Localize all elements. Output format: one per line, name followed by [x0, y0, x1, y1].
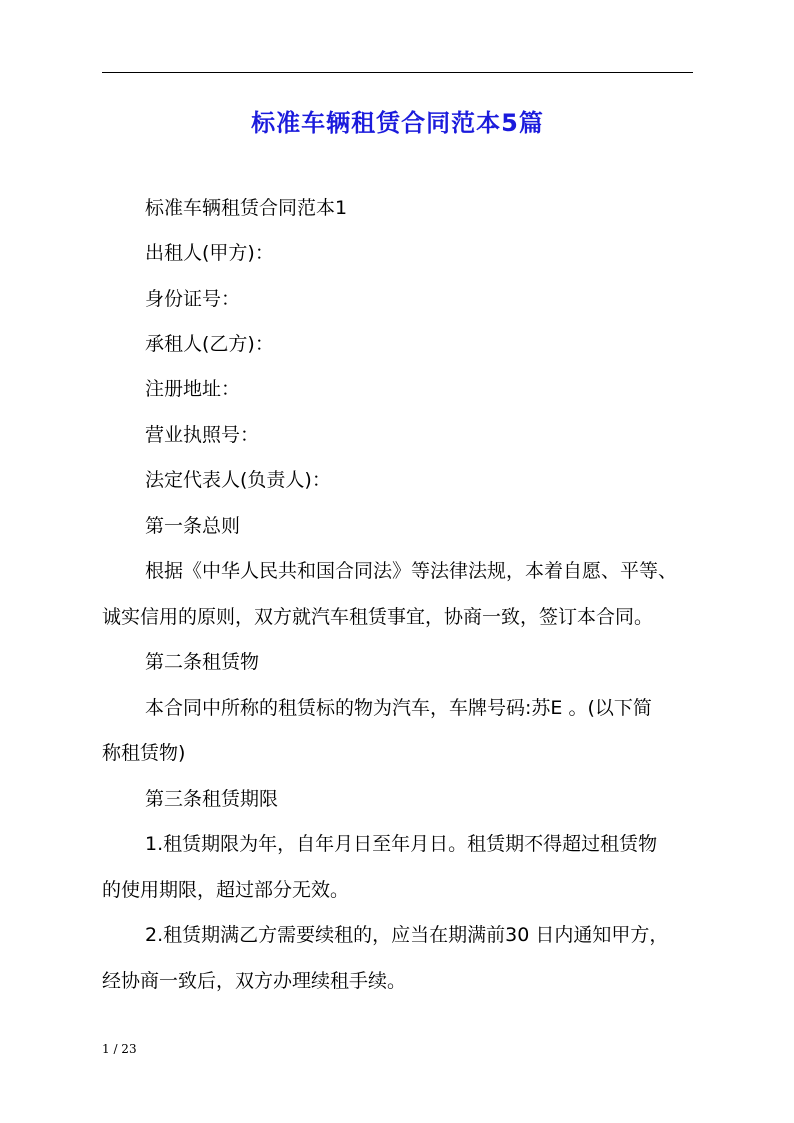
- field-registered-address: 注册地址：: [145, 378, 241, 400]
- article-1-text-line-1: 根据《中华人民共和国合同法》等法律法规，本着自愿、平等、: [145, 560, 678, 582]
- section-heading: 标准车辆租赁合同范本1: [145, 197, 348, 219]
- field-business-license: 营业执照号：: [145, 424, 260, 446]
- page-number: 1 / 23: [102, 1042, 137, 1056]
- article-2-heading: 第二条租赁物: [145, 651, 260, 673]
- field-lessor: 出租人(甲方)：: [145, 242, 274, 264]
- field-legal-representative: 法定代表人(负责人)：: [145, 469, 331, 491]
- article-3-clause-1-line-2: 的使用期限，超过部分无效。: [102, 879, 350, 901]
- document-title: 标准车辆租赁合同范本5篇: [251, 109, 544, 137]
- header-rule: [102, 72, 693, 73]
- field-lessee: 承租人(乙方)：: [145, 333, 274, 355]
- article-2-text-line-1: 本合同中所称的租赁标的物为汽车，车牌号码:苏E 。(以下简: [145, 697, 652, 719]
- field-id-number: 身份证号：: [145, 288, 241, 310]
- article-3-heading: 第三条租赁期限: [145, 788, 279, 810]
- article-1-text-line-2: 诚实信用的原则，双方就汽车租赁事宜，协商一致，签订本合同。: [102, 606, 654, 628]
- article-3-clause-2-line-2: 经协商一致后，双方办理续租手续。: [102, 970, 407, 992]
- article-2-text-line-2: 称租赁物): [102, 742, 186, 764]
- article-1-heading: 第一条总则: [145, 515, 241, 537]
- article-3-clause-2-line-1: 2.租赁期满乙方需要续租的，应当在期满前30 日内通知甲方，: [145, 924, 669, 946]
- article-3-clause-1-line-1: 1.租赁期限为年，自年月日至年月日。租赁期不得超过租赁物: [145, 833, 658, 855]
